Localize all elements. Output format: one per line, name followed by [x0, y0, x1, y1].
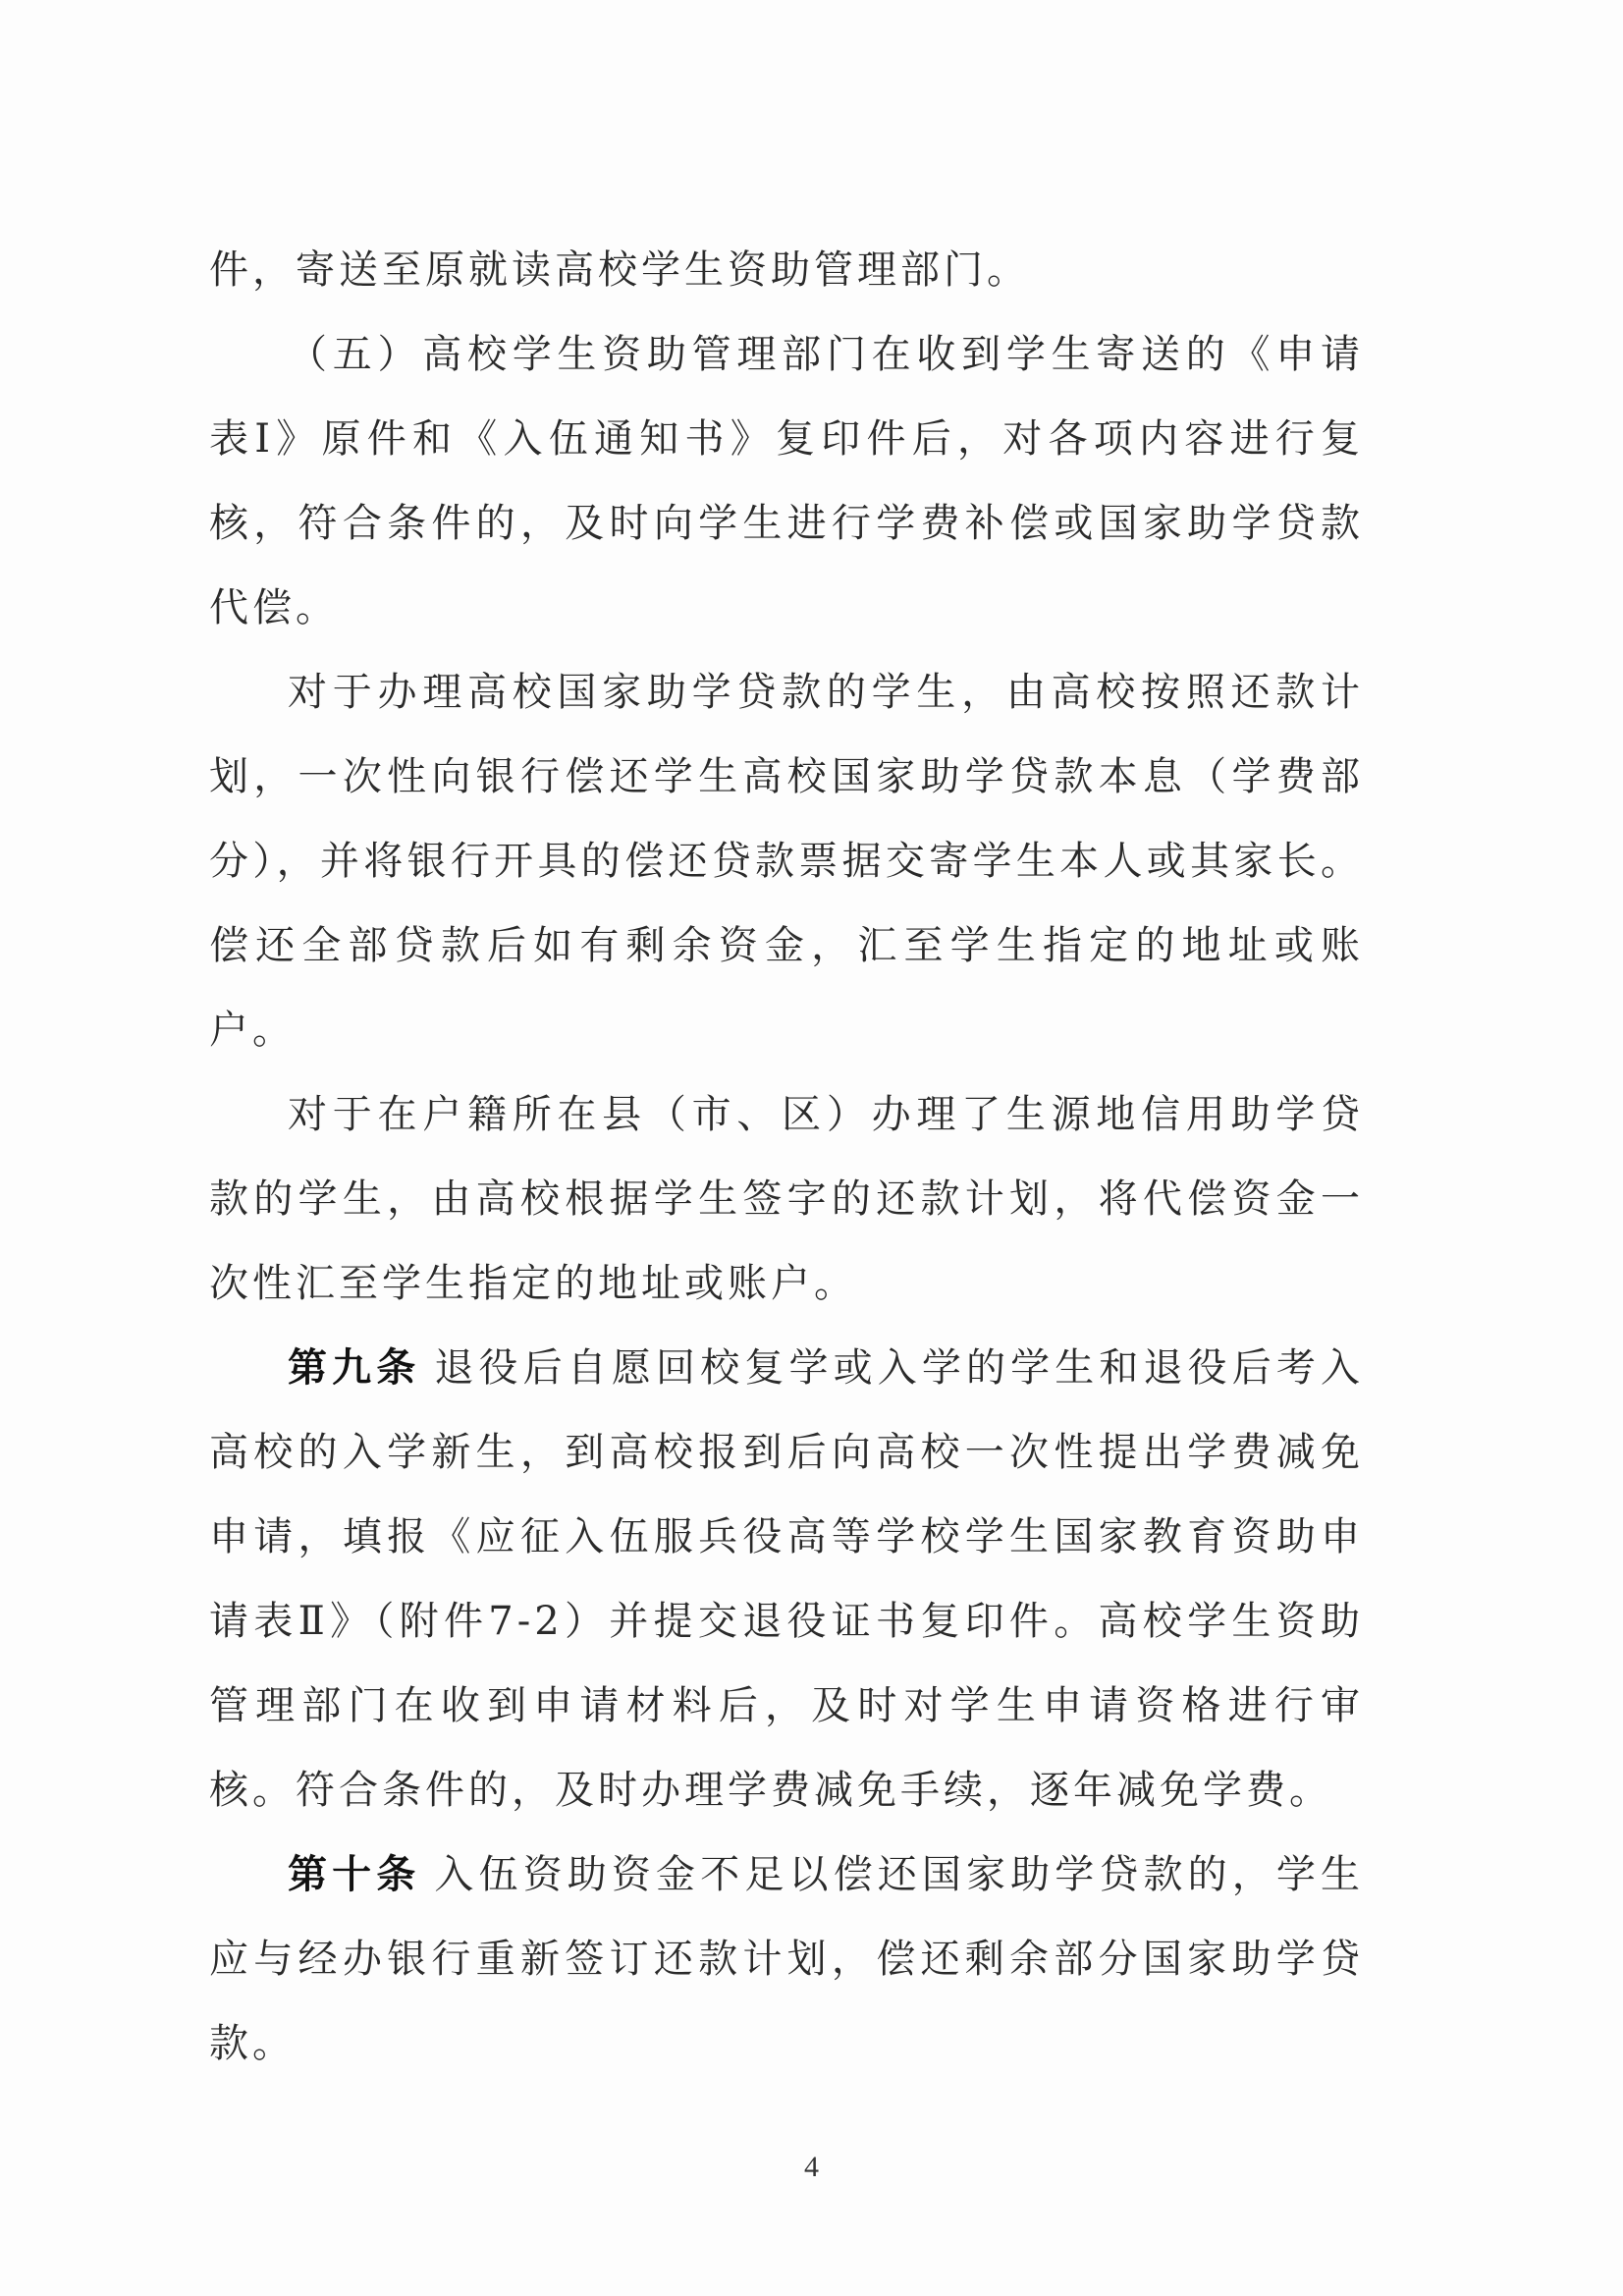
article-label: 第九条 — [288, 1344, 421, 1391]
article-ten — [209, 1832, 1364, 2086]
article-label: 第十条 — [288, 1851, 421, 1897]
paragraph-national-loan — [209, 650, 1364, 1072]
paragraph-item-five — [209, 312, 1364, 650]
article-nine — [209, 1326, 1364, 1832]
paragraph-text: 退役后自愿回校复学或入学的学生和退役后考入高校的入学新生，到高校报到后向高校一次性提出学费减免申请，填报《应征入伍服兵役高等学校学生国家教育资助申请表Ⅱ》（附件7-2）并提交退役证书复印件。高校学生资助管理部门在收到申请材料后，及时对学生申请资格进行审核。符合条件的，及时办理学费减免手续，逐年减免学费。 — [209, 1345, 1365, 1813]
paragraph-text: （五）高校学生资助管理部门在收到学生寄送的《申请表Ⅰ》原件和《入伍通知书》复印件后，对各项内容进行复核，符合条件的，及时向学生进行学费补偿或国家助学贷款代偿。 — [209, 332, 1364, 630]
paragraph-text: 对于办理高校国家助学贷款的学生，由高校按照还款计划，一次性向银行偿还学生高校国家助学贷款本息（学费部分），并将银行开具的偿还贷款票据交寄学生本人或其家长。偿还全部贷款后如有剩余资金，汇至学生指定的地址或账户。 — [209, 670, 1364, 1053]
paragraph-continuation — [209, 228, 1364, 312]
document-body — [209, 228, 1364, 2086]
page-number: 4 — [804, 2151, 819, 2183]
paragraph-text: 入伍资助资金不足以偿还国家助学贷款的，学生应与经办银行重新签订还款计划，偿还剩余部分国家助学贷款。 — [209, 1852, 1365, 2066]
paragraph-source-loan — [209, 1072, 1364, 1326]
paragraph-text: 件，寄送至原就读高校学生资助管理部门。 — [209, 247, 1030, 293]
paragraph-text: 对于在户籍所在县（市、区）办理了生源地信用助学贷款的学生，由高校根据学生签字的还款计划，将代偿资金一次性汇至学生指定的地址或账户。 — [209, 1092, 1364, 1306]
